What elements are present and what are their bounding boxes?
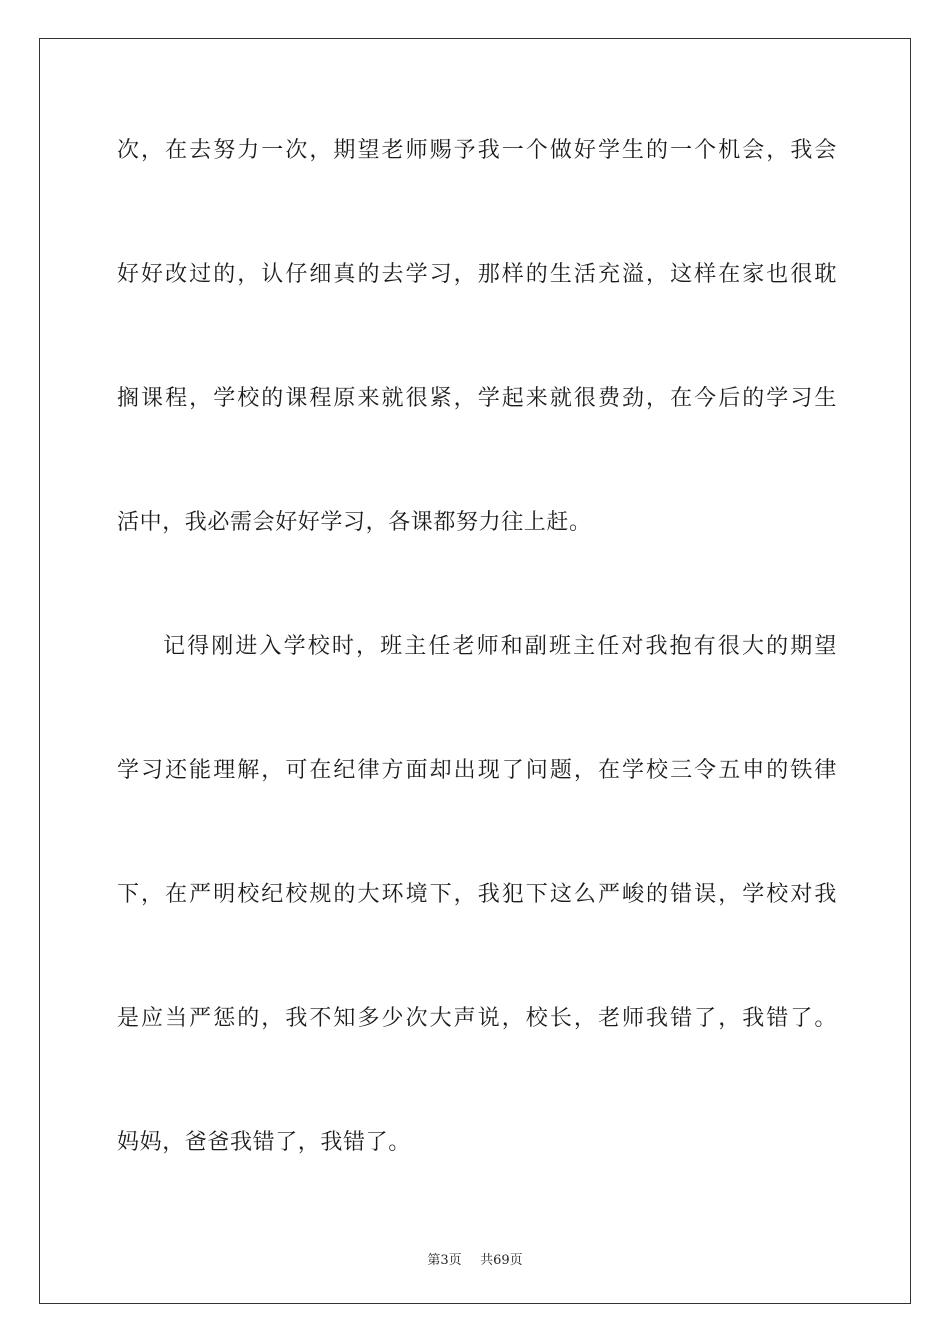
page-footer: [0, 1249, 950, 1268]
body-line-9: 妈妈，爸爸我错了，我错了。: [117, 1130, 411, 1155]
body-line-2: 好好改过的，认仔细真的去学习，那样的生活充溢，这样在家也很耽: [117, 262, 837, 287]
body-line-4: 活中，我必需会好好学习，各课都努力往上赶。: [117, 510, 592, 535]
body-line-3: 搁课程，学校的课程原来就很紧，学起来就很费劲，在今后的学习生: [117, 386, 837, 411]
body-line-1: 次，在去努力一次，期望老师赐予我一个做好学生的一个机会，我会: [117, 138, 837, 163]
body-line-7: 下，在严明校纪校规的大环境下，我犯下这么严峻的错误，学校对我: [117, 882, 837, 907]
page-frame: [39, 38, 911, 1304]
page-total: 共69页: [480, 1253, 523, 1268]
body-line-8: 是应当严惩的，我不知多少次大声说，校长，老师我错了，我错了。: [117, 1006, 837, 1031]
body-line-5: 记得刚进入学校时，班主任老师和副班主任对我抱有很大的期望: [163, 634, 837, 659]
body-line-6: 学习还能理解，可在纪律方面却出现了问题，在学校三令五申的铁律: [117, 758, 837, 783]
page-number: 第3页: [427, 1253, 462, 1268]
